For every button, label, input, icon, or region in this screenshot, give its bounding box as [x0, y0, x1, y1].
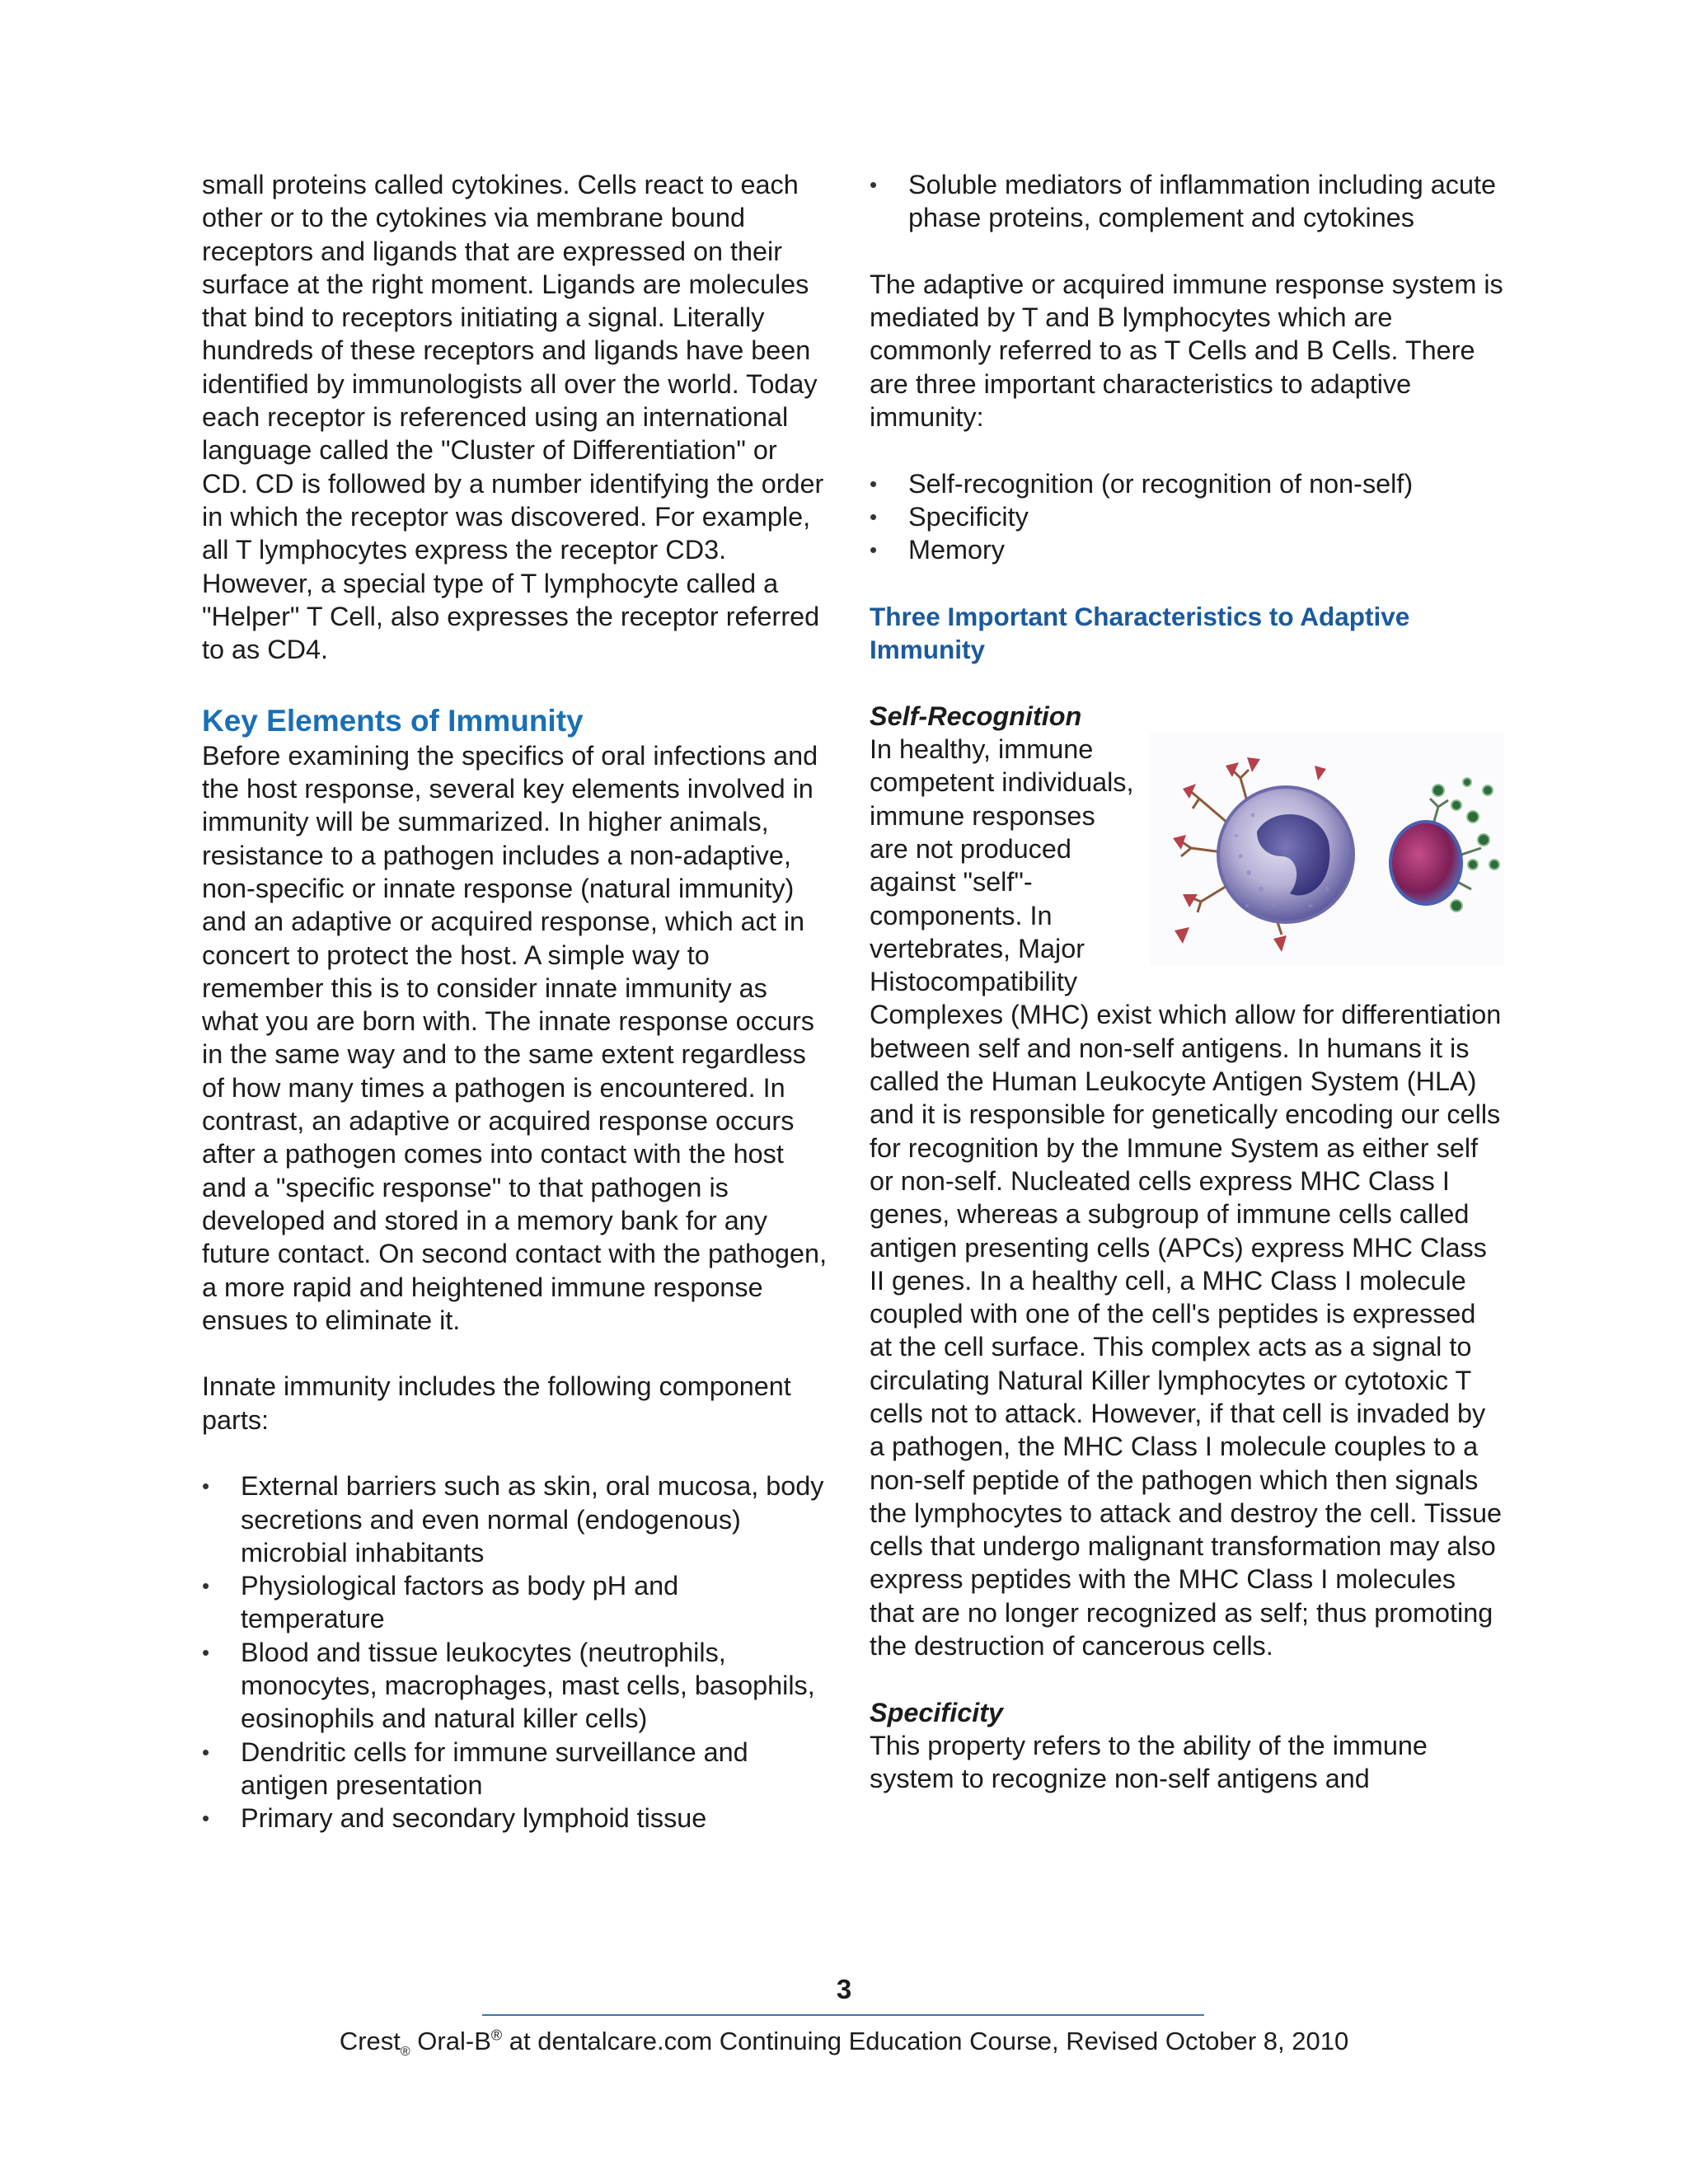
- right-column: [870, 168, 1504, 1796]
- list-item: • Physiological factors as body pH and temperature: [202, 1569, 828, 1636]
- self-recognition-paragraph: In healthy, immune competent individuals, immune responses are not produced against "self"-components. In vertebrates, Major Histocompatibility Complexes (MHC) exist which allow for differentiation between self and non-self antigens. In humans it is called the Human Leukocyte Antigen System (HLA) and it is responsible for genetically encoding our cells for recognition by the Immune System as either self or non-self. Nucleated cells express MHC Class I genes, whereas a subgroup of immune cells called antigen presenting cells (APCs) express MHC Class II genes. In a healthy cell, a MHC Class I molecule coupled with one of the cell's peptides is expressed at the cell surface. This complex acts as a signal to circulating Natural Killer lymphocytes or cytotoxic T cells not to attack. However, if that cell is invaded by a pathogen, the MHC Class I molecule couples to a non-self peptide of the pathogen which then signals the lymphocytes to attack and destroy the cell. Tissue cells that undergo malignant transformation may also express peptides with the MHC Class I molecules that are no longer recognized as self; thus promoting the destruction of cancerous cells.: [870, 734, 1502, 1661]
- list-item: • Soluble mediators of inflammation including acute phase proteins, complement and cytokines: [870, 168, 1504, 235]
- innate-bullet-list: [202, 1469, 828, 1835]
- self-recognition-heading: Self-Recognition: [870, 701, 1082, 731]
- adaptive-bullet-list: [870, 467, 1504, 567]
- left-column: [202, 168, 828, 1835]
- list-item: • Specificity: [870, 500, 1504, 533]
- immune-cells-illustration: [1150, 733, 1504, 965]
- small-cell: [1390, 822, 1461, 904]
- list-item: • External barriers such as skin, oral mucosa, body secretions and even normal (endogenous) microbial inhabitants: [202, 1469, 828, 1569]
- specificity-heading: Specificity: [870, 1697, 1004, 1727]
- intro-paragraph: small proteins called cytokines. Cells react to each other or to the cytokines via membrane bound receptors and ligands that are expressed on their surface at the right moment. Ligands are molecules that bind to receptors initiating a signal. Literally hundreds of these receptors and ligands have been identified by immunologists all over the world. Today each receptor is referenced using an international language called the "Cluster of Differentiation" or CD. CD is followed by a number identifying the order in which the receptor was discovered. For example, all T lymphocytes express the receptor CD3. However, a special type of T lymphocyte called a "Helper" T Cell, also expresses the receptor referred to as CD4.: [202, 170, 824, 665]
- list-item: • Self-recognition (or recognition of non-self): [870, 467, 1504, 500]
- list-item: • Blood and tissue leukocytes (neutrophils, monocytes, macrophages, mast cells, basophils, eosinophils and natural killer cells): [202, 1636, 828, 1736]
- list-item: • Primary and secondary lymphoid tissue: [202, 1802, 828, 1835]
- three-characteristics-heading: Three Important Characteristics to Adaptive Immunity: [870, 601, 1410, 665]
- key-elements-heading: Key Elements of Immunity: [202, 703, 584, 738]
- key-elements-paragraph: Before examining the specifics of oral infections and the host response, several key elements involved in immunity will be summarized. In higher animals, resistance to a pathogen includes a non-adaptive, non-specific or innate response (natural immunity) and an adaptive or acquired response, which act in concert to protect the host. A simple way to remember this is to consider innate immunity as what you are born with. The innate response occurs in the same way and to the same extent regardless of how many times a pathogen is encountered. In contrast, an adaptive or acquired response occurs after a pathogen comes into contact with the host and a "specific response" to that pathogen is developed and stored in a memory bank for any future contact. On second contact with the pathogen, a more rapid and heightened immune response ensues to eliminate it.: [202, 740, 828, 1335]
- mediators-bullet-list: [870, 168, 1504, 235]
- footer-brand-oralb: Oral-B: [410, 2027, 491, 2055]
- footer-registered-mark: ®: [490, 2027, 503, 2044]
- innate-intro: Innate immunity includes the following component parts:: [202, 1371, 791, 1435]
- footer-registered-mark: ®: [400, 2045, 410, 2060]
- footer-citation: [0, 2027, 1688, 2060]
- footer-divider: [482, 2014, 1204, 2016]
- page-number: 3: [836, 1974, 852, 2004]
- list-item: • Memory: [870, 533, 1504, 566]
- footer-course-text: at dentalcare.com Continuing Education Course, Revised October 8, 2010: [502, 2027, 1349, 2055]
- list-item: • Dendritic cells for immune surveillance and antigen presentation: [202, 1736, 828, 1802]
- adaptive-paragraph: The adaptive or acquired immune response system is mediated by T and B lymphocytes which are commonly referred to as T Cells and B Cells. There are three important characteristics to adaptive immunity:: [870, 269, 1503, 433]
- specificity-paragraph: This property refers to the ability of the immune system to recognize non-self antigens and: [870, 1730, 1428, 1794]
- footer-brand-crest: Crest: [339, 2027, 401, 2055]
